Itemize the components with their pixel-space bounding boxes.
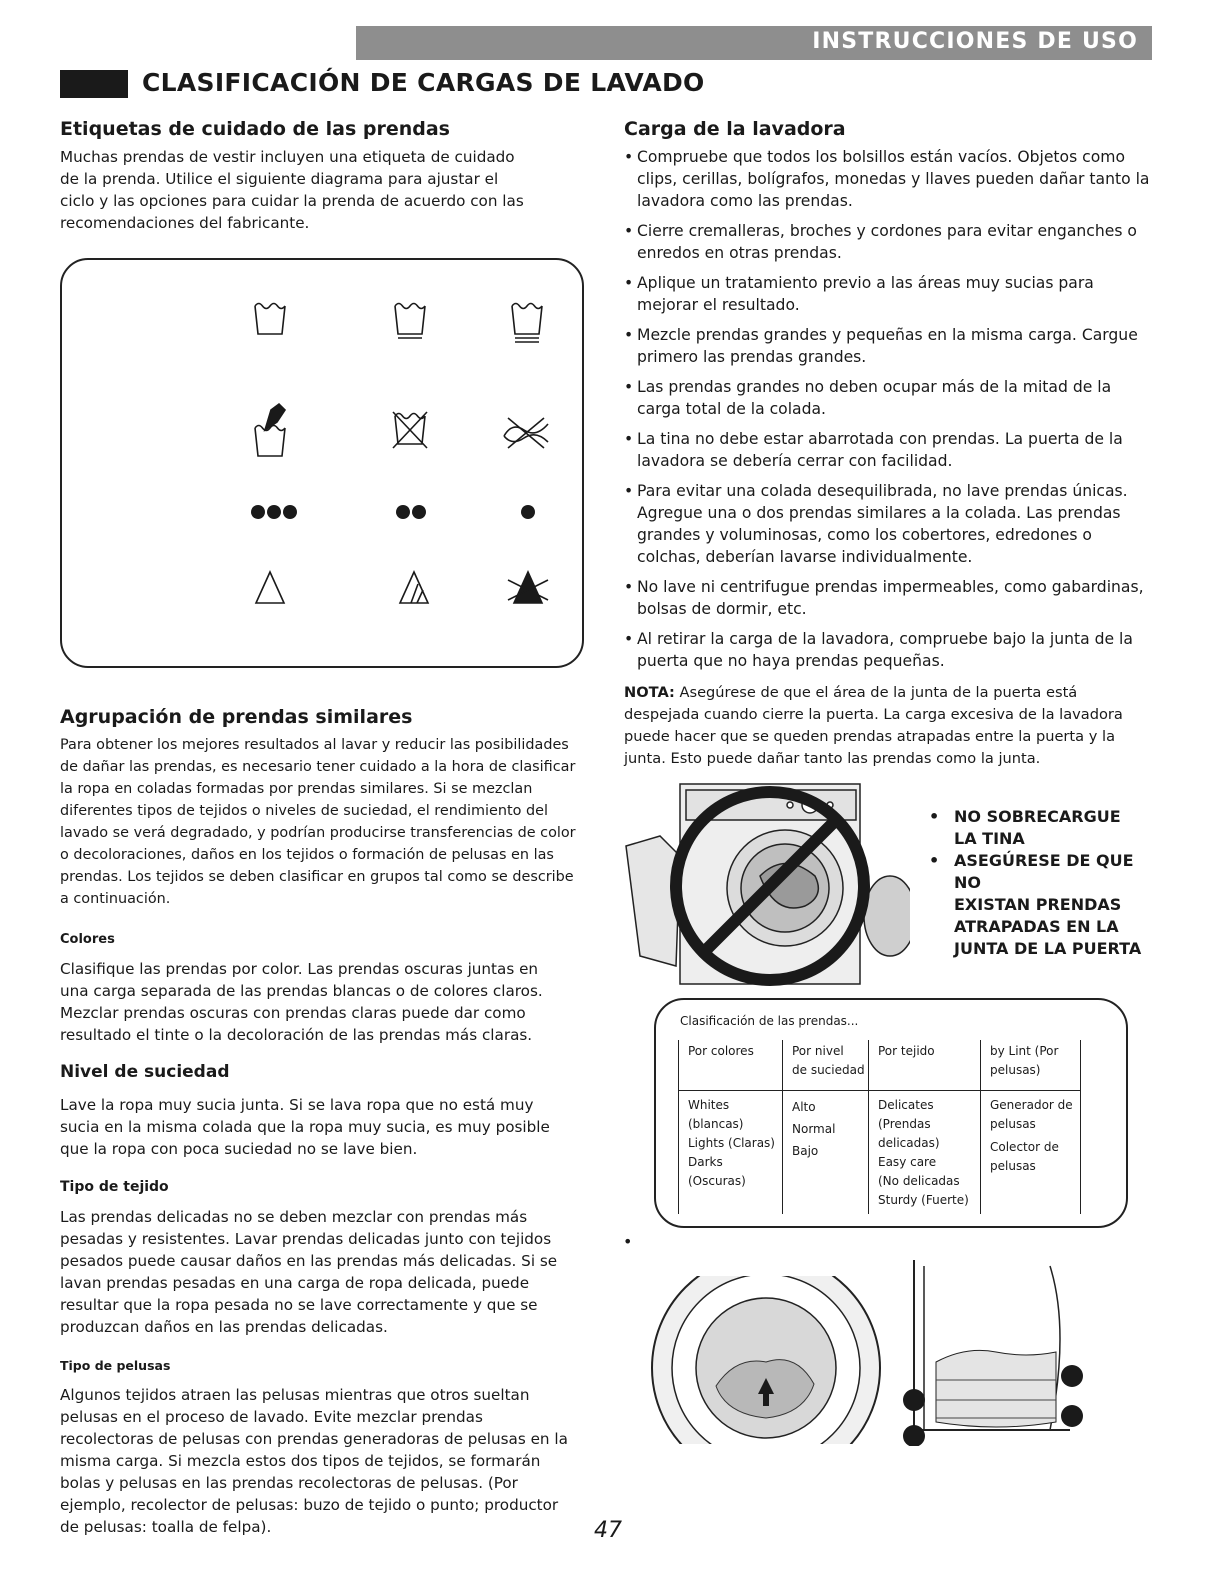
loading-bullet: • Las prendas grandes no deben ocupar más de la mitad de la carga total de la colada.: [624, 376, 1152, 420]
sort-cell: Colector de: [990, 1140, 1059, 1154]
header-title: INSTRUCCIONES DE USO: [812, 29, 1138, 54]
grouping-heading: Agrupación de prendas similares: [60, 706, 413, 728]
do-not-wring-icon: [504, 418, 548, 448]
sort-cell: Easy care: [878, 1155, 937, 1169]
care-labels-heading: Etiquetas de cuidado de las prendas: [60, 118, 450, 140]
sort-cell: Normal: [792, 1122, 836, 1136]
sort-cell: Lights (Claras): [688, 1136, 775, 1150]
do-not-bleach-icon: [508, 572, 548, 603]
sort-cell: Delicates: [878, 1098, 934, 1112]
loading-bullet: • Mezcle prendas grandes y pequeñas en la misma carga. Cargue primero las prendas grandes.: [624, 324, 1152, 368]
temp-warm-icon: [396, 505, 426, 519]
sort-header: Por nivel: [792, 1044, 844, 1058]
loading-heading: Carga de la lavadora: [624, 118, 846, 140]
sort-header: Por colores: [688, 1044, 754, 1058]
lint-heading: Tipo de pelusas: [60, 1358, 171, 1373]
hand-wash-icon: [255, 404, 285, 456]
loading-bullet: • Compruebe que todos los bolsillos están vacíos. Objetos como clips, cerillas, bolígrafos, monedas y llaves pueden dañar tanto la lavadora como las prendas.: [624, 146, 1152, 212]
note-paragraph: [624, 682, 1132, 770]
fabric-body: Las prendas delicadas no se deben mezclar con prendas más pesadas y resistentes. Lavar prendas delicadas junto con tejidos pesados puede causar daños en las prendas más delicadas. Si se lavan prendas pesadas en una carga de ropa delicada, puede resultar que la ropa pesada no se lave correctamente y que se produzcan daños en las prendas delicadas.: [60, 1208, 558, 1336]
care-labels-body: Muchas prendas de vestir incluyen una etiqueta de cuidado de la prenda. Utilice el siguiente diagrama para ajustar el ciclo y las opciones para cuidar la prenda de acuerdo con las recomendaciones del fabricante.: [60, 148, 524, 232]
section-marker: [60, 70, 128, 98]
care-symbols-chart: [60, 258, 584, 668]
sorting-table-box: [654, 998, 1128, 1228]
loading-bullet: • Para evitar una colada desequilibrada, no lave prendas únicas. Agregue una o dos prendas similares a la colada. Las prendas grandes y voluminosas, como los cobertores, edredones o colchas, deberían lavarse individualmente.: [624, 480, 1152, 568]
sort-cell: pelusas: [990, 1159, 1036, 1173]
bleach-non-chlorine-icon: [400, 572, 428, 603]
section-title: CLASIFICACIÓN DE CARGAS DE LAVADO: [142, 68, 705, 97]
note-body: Asegúrese de que el área de la junta de la puerta está despejada cuando cierre la puerta. La carga excesiva de la lavadora puede hacer que se queden prendas atrapadas entre la puerta y la junta. Esto puede dañar tanto las prendas como la junta.: [624, 684, 1123, 767]
loading-bullet: • Cierre cremalleras, broches y cordones para evitar enganches o enredos en otras prendas.: [624, 220, 1152, 264]
sort-cell: Darks: [688, 1155, 723, 1169]
overload-warning: • NO SOBRECARGUE LA TINA • ASEGÚRESE DE QUE NO EXISTAN PRENDAS ATRAPADAS EN LA JUNTA DE LA PUERTA: [929, 807, 1142, 958]
page-number: 47: [594, 1518, 622, 1543]
bleach-any-icon: [256, 572, 284, 603]
warning-line: EXISTAN PRENDAS: [954, 895, 1122, 914]
sort-cell: (No delicadas: [878, 1174, 960, 1188]
colors-heading: Colores: [60, 932, 115, 947]
loading-bullet: • La tina no debe estar abarrotada con prendas. La puerta de la lavadora se debería cerrar con facilidad.: [624, 428, 1152, 472]
sort-cell: Sturdy (Fuerte): [878, 1193, 969, 1207]
sort-cell: delicadas): [878, 1136, 940, 1150]
sort-cell: (Prendas: [878, 1117, 931, 1131]
sort-cell: Alto: [792, 1100, 816, 1114]
sort-cell: Bajo: [792, 1144, 819, 1158]
sort-cell: (Oscuras): [688, 1174, 746, 1188]
loading-bullet: • No lave ni centrifugue prendas impermeables, como gabardinas, bolsas de dormir, etc.: [624, 576, 1152, 620]
sorting-title: Clasificación de las prendas...: [680, 1014, 859, 1028]
warning-line: NO SOBRECARGUE: [954, 807, 1121, 826]
loading-bullet-list: [624, 146, 1152, 680]
lint-body: Algunos tejidos atraen las pelusas mientras que otros sueltan pelusas en el proceso de lavado. Evite mezclar prendas recolectoras de pelusas con prendas generadoras de pelusas en la misma carga. Si mezcla estos dos tipos de tejidos, se formarán bolas y pelusas en las prendas recolectoras de pelusas. (Por ejemplo, recolector de pelusas: buzo de tejido o punto; productor de pelusas: toalla de felpa).: [60, 1386, 568, 1536]
loading-bullet: • Aplique un tratamiento previo a las áreas muy sucias para mejorar el resultado.: [624, 272, 1152, 316]
wash-permanent-press-icon: [395, 304, 425, 339]
care-symbols-svg: [62, 260, 582, 666]
door-seal-illustration: [900, 1250, 1090, 1446]
note-label: NOTA:: [624, 684, 675, 701]
soil-heading: Nivel de suciedad: [60, 1062, 230, 1082]
fabric-heading: Tipo de tejido: [60, 1179, 169, 1195]
sort-cell: (blancas): [688, 1117, 744, 1131]
grouping-body: Para obtener los mejores resultados al lavar y reducir las posibilidades de dañar las prendas, es necesario tener cuidado a la hora de clasificar la ropa en coladas formadas por prendas similares. Si se mezclan diferentes tipos de tejidos o niveles de suciedad, el rendimiento del lavado se verá degradado, y podrían producirse transferencias de color o decoloraciones, daños en los tejidos o formación de pelusas en las prendas. Los tejidos se deben clasificar en grupos tal como se describe a continuación.: [60, 737, 576, 907]
warning-line: LA TINA: [954, 829, 1025, 848]
warning-line: ASEGÚRESE DE QUE NO: [954, 851, 1134, 892]
sort-cell: Whites: [688, 1098, 730, 1112]
sort-header: Por tejido: [878, 1044, 935, 1058]
sort-header: by Lint (Por: [990, 1044, 1059, 1058]
colors-body: Clasifique las prendas por color. Las prendas oscuras juntas en una carga separada de las prendas blancas o de colores claros. Mezclar prendas oscuras con prendas claras puede dar como resultado el tinte o la decoloración de las prendas más claras.: [60, 960, 543, 1044]
soil-body: Lave la ropa muy sucia junta. Si se lava ropa que no está muy sucia en la misma colada que la ropa muy sucia, es muy posible que la ropa con poca suciedad no se lave bien.: [60, 1096, 550, 1158]
loading-bullet: • Al retirar la carga de la lavadora, compruebe bajo la junta de la puerta que no haya prendas pequeñas.: [624, 628, 1152, 672]
sort-cell: Generador de: [990, 1098, 1073, 1112]
wash-normal-icon: [255, 304, 285, 335]
temp-cold-icon: [521, 505, 535, 519]
overloaded-washer-illustration: [620, 776, 910, 996]
sort-header: de suciedad: [792, 1063, 865, 1077]
wash-delicate-icon: [512, 304, 542, 343]
empty-bullet: •: [623, 1232, 633, 1251]
sort-cell: pelusas: [990, 1117, 1036, 1131]
washer-drum-illustration: [650, 1276, 882, 1444]
sort-header: pelusas): [990, 1063, 1041, 1077]
warning-line: JUNTA DE LA PUERTA: [954, 939, 1142, 958]
do-not-wash-icon: [393, 412, 427, 448]
temp-hot-icon: [251, 505, 297, 519]
warning-line: ATRAPADAS EN LA: [954, 917, 1119, 936]
